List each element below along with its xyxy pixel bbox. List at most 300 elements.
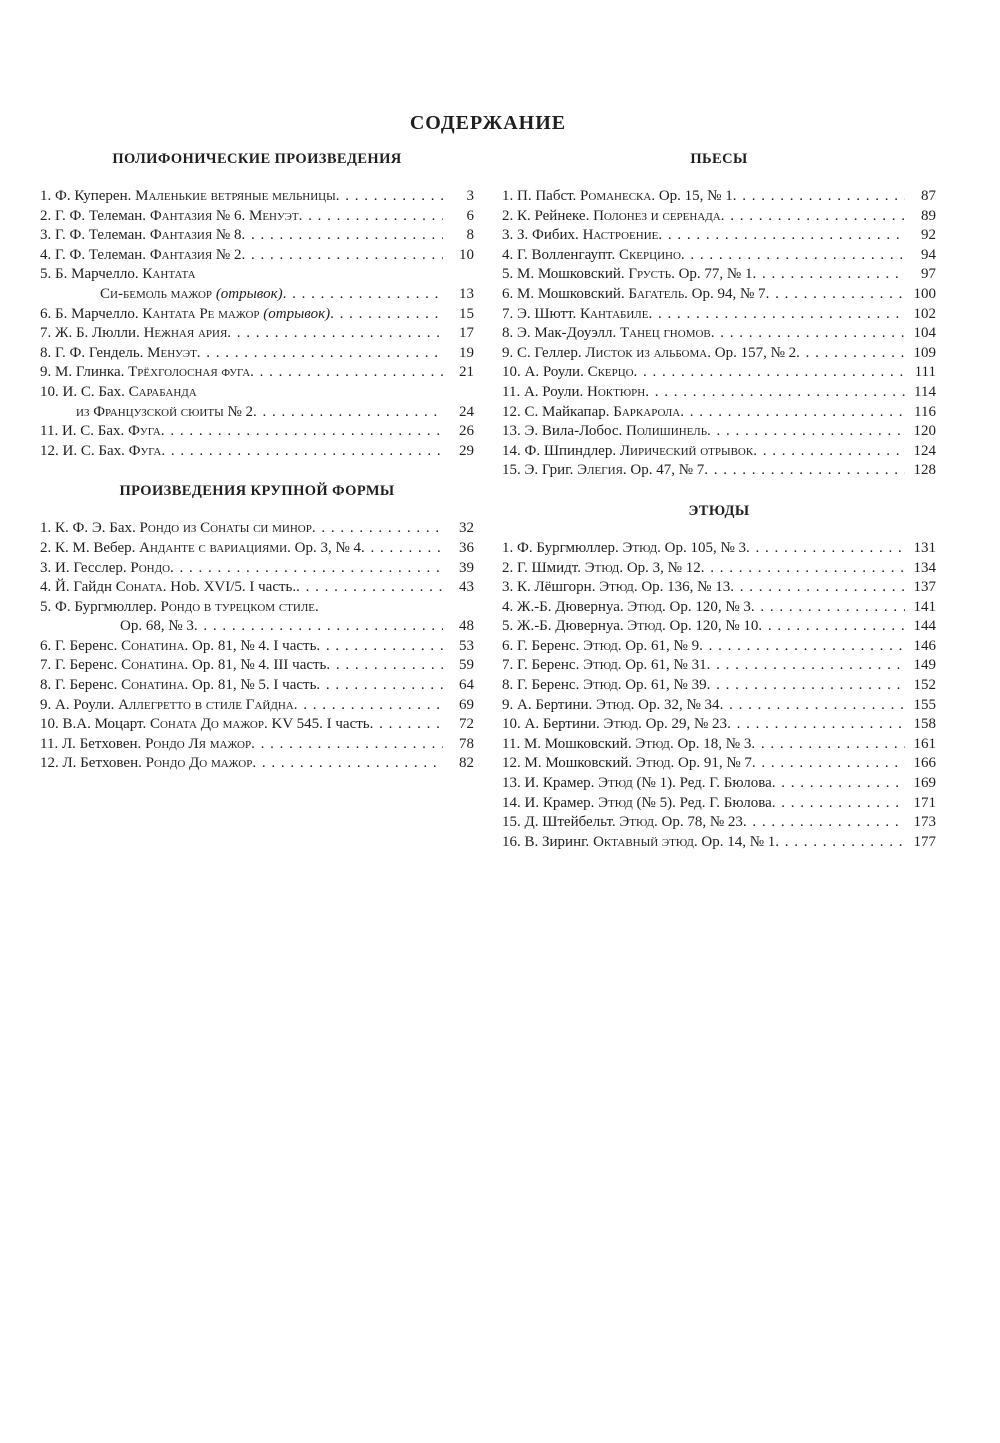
entry-text: [40, 265, 196, 285]
piece-title: Скерцо: [587, 364, 634, 381]
toc-entry-line: [502, 754, 936, 774]
toc-entry-line: [40, 246, 474, 266]
entry-text: [40, 442, 161, 462]
page-number: 124: [913, 442, 936, 459]
page-number: 177: [913, 833, 936, 850]
entry-text: [100, 285, 283, 305]
piece-title: Анданте с вариациями: [139, 539, 288, 556]
piece-title: Полишинель: [626, 423, 708, 440]
piece-title: Этюд: [598, 775, 633, 792]
entry-text: [502, 246, 681, 266]
page-number: 104: [913, 325, 936, 342]
toc-entry-line: [40, 422, 474, 442]
entry-text: [40, 696, 294, 716]
entry-prefix: 6. М. Мошковский.: [502, 285, 629, 302]
entry-prefix: 13. Э. Вила-Лобос.: [502, 423, 627, 440]
toc-entry-line: [40, 598, 474, 618]
entry-prefix: 6. Г. Беренс.: [40, 637, 122, 654]
piece-title: Этюд: [583, 677, 618, 694]
entry-text: [502, 598, 751, 618]
piece-title: Рондо из Сонаты си минор: [139, 520, 312, 537]
entry-prefix: 4. Ж.-Б. Дювернуа.: [502, 598, 628, 615]
dot-leader: [161, 442, 443, 462]
entry-text: [502, 715, 727, 735]
dot-leader: [743, 813, 905, 833]
toc-section: [502, 503, 936, 853]
entry-prefix: 15. Э. Григ.: [502, 462, 578, 479]
page-number: 109: [913, 344, 936, 361]
entry-prefix: 11. И. С. Бах.: [40, 423, 129, 440]
entry-text: [502, 617, 758, 637]
entry-prefix: . Ор. 120, № 3: [662, 598, 751, 615]
toc-entry-line: [40, 403, 474, 423]
page-number: 29: [459, 442, 474, 459]
entry-text: [40, 363, 250, 383]
page-number: 8: [466, 227, 474, 244]
entry-text: [502, 403, 680, 423]
dot-leader: [704, 461, 905, 481]
dot-leader: [733, 187, 905, 207]
page-number: 144: [913, 618, 936, 635]
entry-prefix: 8. Г. Ф. Гендель.: [40, 344, 148, 361]
dot-leader: [752, 265, 905, 285]
piece-title: Этюд: [635, 755, 671, 772]
page-number: 97: [921, 266, 936, 283]
piece-title: Настроение: [582, 227, 659, 244]
piece-title: Сонатина: [121, 677, 185, 694]
toc-entry-line: [40, 617, 474, 637]
toc-entry-line: [502, 578, 936, 598]
page-number: 146: [913, 637, 936, 654]
toc-entry-line: [502, 363, 936, 383]
dot-leader: [242, 226, 444, 246]
piece-title: Кантата Ре мажор: [142, 305, 264, 322]
page-number: 141: [913, 598, 936, 615]
entry-prefix: 11. Л. Бетховен.: [40, 735, 146, 752]
entry-text: [502, 422, 707, 442]
entry-prefix: 12. С. Майкапар.: [502, 403, 614, 420]
piece-title: Октавный этюд: [593, 833, 694, 850]
toc-entry-line: [40, 226, 474, 246]
entry-prefix: . Ор. 18, № 3: [669, 735, 752, 752]
page-number: 19: [459, 344, 474, 361]
piece-title: Этюд: [627, 598, 662, 615]
toc-entry-line: [502, 559, 936, 579]
entry-text: [40, 187, 336, 207]
piece-title: Кантабиле: [580, 305, 649, 322]
toc-entry-line: [502, 715, 936, 735]
piece-title: Си-бемоль мажор: [100, 285, 216, 302]
entry-text: [40, 754, 252, 774]
entry-prefix: 14. Ф. Шпиндлер.: [502, 442, 620, 459]
toc-entry-line: [40, 754, 474, 774]
entry-text: [40, 305, 330, 325]
toc-section: [40, 483, 474, 774]
piece-title: Лирический отрывок: [619, 442, 754, 459]
piece-title: Рондо До мажор: [145, 755, 253, 772]
entry-prefix: . Ор. 3, № 4: [287, 539, 362, 556]
page-number: 94: [921, 246, 936, 263]
dot-leader: [253, 403, 443, 423]
page-number: 64: [459, 677, 474, 694]
page-number: 17: [459, 325, 474, 342]
section-heading: ПОЛИФОНИЧЕСКИЕ ПРОИЗВЕДЕНИЯ: [112, 151, 402, 167]
section-heading: ПЬЕСЫ: [690, 151, 748, 167]
entry-text: [40, 324, 227, 344]
dot-leader: [330, 305, 443, 325]
right-column: [502, 151, 936, 852]
entry-text: [502, 226, 658, 246]
piece-title: Багатель: [628, 285, 685, 302]
dot-leader: [161, 422, 443, 442]
toc-entry-line: [40, 265, 474, 285]
dot-leader: [753, 442, 905, 462]
entry-prefix: . Ор. 61, № 9: [617, 637, 700, 654]
entry-text: [120, 617, 194, 637]
entry-prefix: 9. А. Бертини.: [502, 696, 597, 713]
entry-prefix: . Ор. 14, № 1: [693, 833, 776, 850]
entry-prefix: 3. З. Фибих.: [502, 227, 583, 244]
piece-title: Кантата: [142, 266, 196, 283]
entry-prefix: 8. Г. Беренс.: [40, 677, 122, 694]
toc-entry-line: [40, 696, 474, 716]
entry-text: [502, 324, 711, 344]
page-number: 120: [913, 423, 936, 440]
entry-text: [502, 539, 746, 559]
entry-prefix: 7. Г. Беренс.: [40, 657, 122, 674]
page-number: 87: [921, 188, 936, 204]
entry-text: [502, 656, 707, 676]
piece-title: Скерцино: [618, 246, 681, 263]
page-number: 114: [914, 383, 936, 400]
toc-entry-line: [40, 637, 474, 657]
entry-text: [502, 578, 730, 598]
piece-title: Фантазия № 6. Менуэт: [149, 207, 299, 224]
dot-leader: [758, 617, 905, 637]
entry-text: [502, 305, 648, 325]
dot-leader: [721, 207, 905, 227]
dot-leader: [634, 363, 905, 383]
toc-entry-line: [502, 226, 936, 246]
page-number: 43: [459, 579, 474, 596]
dot-leader: [326, 656, 443, 676]
toc-entry-line: [502, 735, 936, 755]
toc-entry-line: [40, 519, 474, 539]
piece-title: Аллегретто в стиле Гайдна: [118, 696, 294, 713]
dot-leader: [707, 656, 905, 676]
toc-entry-line: [502, 285, 936, 305]
toc-entry-line: [40, 656, 474, 676]
piece-title: Полонез и серенада: [593, 207, 721, 224]
dot-leader: [707, 422, 905, 442]
dot-leader: [658, 226, 905, 246]
entry-text: [40, 422, 161, 442]
dot-leader: [752, 754, 905, 774]
entry-text: [502, 696, 720, 716]
entry-prefix: 14. И. Крамер.: [502, 794, 599, 811]
piece-title: Сарабанда: [128, 383, 197, 400]
toc-entry-line: [502, 794, 936, 814]
piece-title: Элегия: [577, 462, 623, 479]
toc-entry-line: [502, 442, 936, 462]
entry-text: [40, 207, 299, 227]
dot-leader: [766, 285, 905, 305]
entry-text: [40, 383, 197, 403]
toc-entry-line: [40, 187, 474, 207]
entry-text: [502, 442, 753, 462]
page-number: 111: [914, 364, 936, 381]
entry-prefix: 6. Б. Марчелло.: [40, 305, 143, 322]
toc-entry-line: [502, 637, 936, 657]
entry-prefix: 5. Ж.-Б. Дювернуа.: [502, 618, 628, 635]
piece-title: Танец гномов: [619, 325, 711, 342]
piece-title: Ноктюрн: [587, 383, 646, 400]
dot-leader: [699, 637, 905, 657]
entry-prefix: 4. Й. Гайдн: [40, 579, 116, 596]
entry-prefix: 12. Л. Бетховен.: [40, 755, 146, 772]
piece-title: Рондо в турецком стиле.: [160, 598, 319, 615]
toc-entry-line: [502, 676, 936, 696]
piece-title: Сонатина: [121, 657, 185, 674]
dot-leader: [296, 578, 443, 598]
page-number: 134: [913, 559, 936, 576]
entry-prefix: 8. Э. Мак-Доуэлл.: [502, 325, 620, 342]
entry-prefix: . Ор. 15, № 1: [651, 188, 733, 204]
page-number: 169: [913, 775, 936, 792]
dot-leader: [299, 207, 443, 227]
entry-prefix: 5. Б. Марчелло.: [40, 266, 143, 283]
toc-entry-line: [40, 559, 474, 579]
toc-entry-line: [502, 383, 936, 403]
entry-prefix: . Ор. 136, № 13: [633, 579, 731, 596]
entry-prefix: . Ор. 81, № 4. III часть: [184, 657, 327, 674]
entry-prefix: 10. И. С. Бах.: [40, 383, 129, 400]
section-heading: ПРОИЗВЕДЕНИЯ КРУПНОЙ ФОРМЫ: [119, 483, 395, 500]
page-number: 102: [913, 305, 936, 322]
dot-leader: [720, 696, 905, 716]
entry-text: [40, 344, 197, 364]
entry-text: [76, 403, 253, 423]
piece-title: Рондо Ля мажор: [145, 735, 252, 752]
dot-leader: [316, 676, 443, 696]
entry-prefix: 1. П. Пабст.: [502, 188, 581, 204]
piece-title: Фантазия № 2: [149, 246, 242, 263]
page-title: СОДЕРЖАНИЕ: [409, 112, 567, 134]
piece-title: Этюд: [603, 716, 639, 733]
page-number: 6: [466, 207, 474, 224]
toc-entry-line: [502, 813, 936, 833]
toc-entry-line: [502, 422, 936, 442]
page-number: 161: [913, 735, 936, 752]
page-number: 26: [459, 423, 474, 440]
toc-entry-line: [502, 305, 936, 325]
entry-prefix: 9. С. Геллер.: [502, 344, 586, 361]
entry-prefix: 4. Г. Волленгаупт.: [502, 246, 619, 263]
entry-prefix: . Ор. 61, № 31: [617, 657, 707, 674]
entry-text: [502, 187, 733, 207]
entry-text: [502, 833, 775, 853]
entry-text: [502, 461, 704, 481]
piece-title: Этюд: [627, 618, 662, 635]
dot-leader: [645, 383, 905, 403]
toc-entry-line: [40, 285, 474, 305]
entry-prefix: . Ор. 78, № 23: [654, 814, 743, 831]
entry-text: [502, 344, 796, 364]
piece-title: Этюд: [635, 735, 670, 752]
entry-text: [502, 363, 634, 383]
entry-text: [40, 735, 251, 755]
toc-entry-line: [40, 735, 474, 755]
dot-leader: [370, 715, 443, 735]
page-number: 21: [459, 364, 474, 381]
page-number: 149: [913, 657, 936, 674]
entry-prefix: . Ор. 105, № 3: [657, 539, 747, 556]
entry-prefix: 8. Г. Беренс.: [502, 677, 584, 694]
piece-title: Этюд: [619, 814, 654, 831]
toc-entry-line: [40, 363, 474, 383]
entry-prefix: 5. М. Мошковский.: [502, 266, 629, 283]
dot-leader: [775, 833, 905, 853]
dot-leader: [751, 598, 905, 618]
dot-leader: [194, 617, 443, 637]
entry-text: [40, 246, 242, 266]
entry-text: [502, 735, 751, 755]
piece-title: Трёхголосная фуга: [128, 364, 251, 381]
entry-prefix: (№ 5). Ред. Г. Бюлова: [632, 794, 772, 811]
entry-prefix: 2. К. Рейнеке.: [502, 207, 594, 224]
dot-leader: [242, 246, 444, 266]
piece-title: Баркарола: [613, 403, 681, 420]
entry-text: [502, 285, 766, 305]
toc-entry-line: [502, 403, 936, 423]
section-heading: ЭТЮДЫ: [688, 502, 750, 519]
left-column: [40, 151, 474, 774]
entry-prefix: 11. М. Мошковский.: [502, 735, 636, 752]
page-number: 48: [459, 618, 474, 635]
entry-text: [40, 715, 370, 735]
dot-leader: [336, 187, 443, 207]
entry-prefix: 5. Ф. Бургмюллер.: [40, 598, 161, 615]
dot-leader: [727, 715, 905, 735]
entry-prefix: 13. И. Крамер.: [502, 775, 599, 792]
entry-text: [502, 559, 701, 579]
page-number: 152: [913, 677, 936, 694]
page-number: 173: [913, 814, 936, 831]
toc-entry-line: [502, 324, 936, 344]
entry-prefix: . Ор. 81, № 4. I часть: [184, 637, 317, 654]
entry-prefix: 7. Э. Шютт.: [502, 305, 581, 322]
piece-title: Маленькие ветряные мельницы: [135, 188, 336, 204]
page-number: 128: [913, 462, 936, 479]
piece-title: Этюд: [598, 794, 633, 811]
dot-leader: [197, 344, 443, 364]
page-number: 36: [459, 539, 474, 556]
entry-prefix: . Ор. 120, № 10: [662, 618, 759, 635]
piece-title: Фуга: [128, 423, 161, 440]
entry-prefix: . Ор. 32, № 34: [630, 696, 720, 713]
toc-entry-line: [40, 578, 474, 598]
toc-entry-line: [502, 539, 936, 559]
entry-prefix: . Ор. 61, № 39: [617, 677, 707, 694]
entry-text: [502, 794, 772, 814]
dot-leader: [361, 539, 443, 559]
entry-prefix: . Ор. 29, № 23: [638, 716, 728, 733]
entry-prefix: 2. К. М. Вебер.: [40, 539, 140, 556]
dot-leader: [772, 794, 905, 814]
piece-title: Листок из альбома: [585, 344, 708, 361]
toc-entry-line: [40, 715, 474, 735]
dot-leader: [701, 559, 905, 579]
entry-prefix: . Hob. XVI/5. I часть.: [162, 579, 297, 596]
entry-text: [40, 598, 319, 618]
toc-entry-line: [40, 305, 474, 325]
entry-prefix: 12. И. С. Бах.: [40, 442, 129, 459]
entry-text: [502, 774, 772, 794]
italic-note: (отрывок): [215, 285, 283, 302]
page-number: 10: [459, 246, 474, 263]
piece-title: Грусть: [628, 266, 672, 283]
entry-prefix: 10. А. Бертини.: [502, 716, 604, 733]
toc-entry-line: [502, 187, 936, 207]
page-number: 131: [913, 539, 936, 556]
toc-entry-line: [502, 833, 936, 853]
toc-entry-line: [40, 344, 474, 364]
entry-prefix: 1. К. Ф. Э. Бах.: [40, 520, 140, 537]
entry-prefix: 9. М. Глинка.: [40, 364, 129, 381]
entry-prefix: 4. Г. Ф. Телеман.: [40, 246, 150, 263]
piece-title: Этюд: [583, 657, 618, 674]
toc-entry-line: [40, 207, 474, 227]
entry-text: [502, 265, 752, 285]
entry-prefix: 2. Г. Шмидт.: [502, 559, 585, 576]
entry-prefix: 9. А. Роули.: [40, 696, 119, 713]
piece-title: Фуга: [128, 442, 162, 459]
dot-leader: [251, 735, 443, 755]
toc-section: [40, 151, 474, 461]
toc-entry-line: [502, 656, 936, 676]
toc-entry-line: [502, 265, 936, 285]
dot-leader: [751, 735, 905, 755]
entry-prefix: . Ор. 157, № 2: [707, 344, 797, 361]
entry-prefix: . Ор. 47, № 7: [622, 462, 705, 479]
entry-text: [40, 578, 296, 598]
toc-entry-line: [502, 774, 936, 794]
entry-prefix: 2. Г. Ф. Телеман.: [40, 207, 150, 224]
entry-prefix: 7. Г. Беренс.: [502, 657, 584, 674]
entry-prefix: Ор. 68, № 3: [120, 618, 194, 635]
entry-text: [40, 676, 316, 696]
dot-leader: [707, 676, 905, 696]
entry-prefix: 3. К. Лёшгорн.: [502, 579, 600, 596]
toc-entry-line: [502, 461, 936, 481]
page-number: 69: [459, 696, 474, 713]
dot-leader: [312, 519, 443, 539]
entry-text: [40, 226, 242, 246]
page-number: 53: [459, 637, 474, 654]
page-number: 72: [459, 716, 474, 733]
entry-text: [40, 539, 361, 559]
toc-entry-line: [40, 539, 474, 559]
piece-title: Рондо: [130, 559, 171, 576]
dot-leader: [316, 637, 443, 657]
piece-title: Этюд: [583, 637, 618, 654]
page-number: 137: [913, 579, 936, 596]
dot-leader: [170, 559, 443, 579]
dot-leader: [283, 285, 443, 305]
toc-entry-line: [40, 676, 474, 696]
page-number: 3: [466, 188, 474, 204]
entry-prefix: 10. А. Роули.: [502, 364, 588, 381]
